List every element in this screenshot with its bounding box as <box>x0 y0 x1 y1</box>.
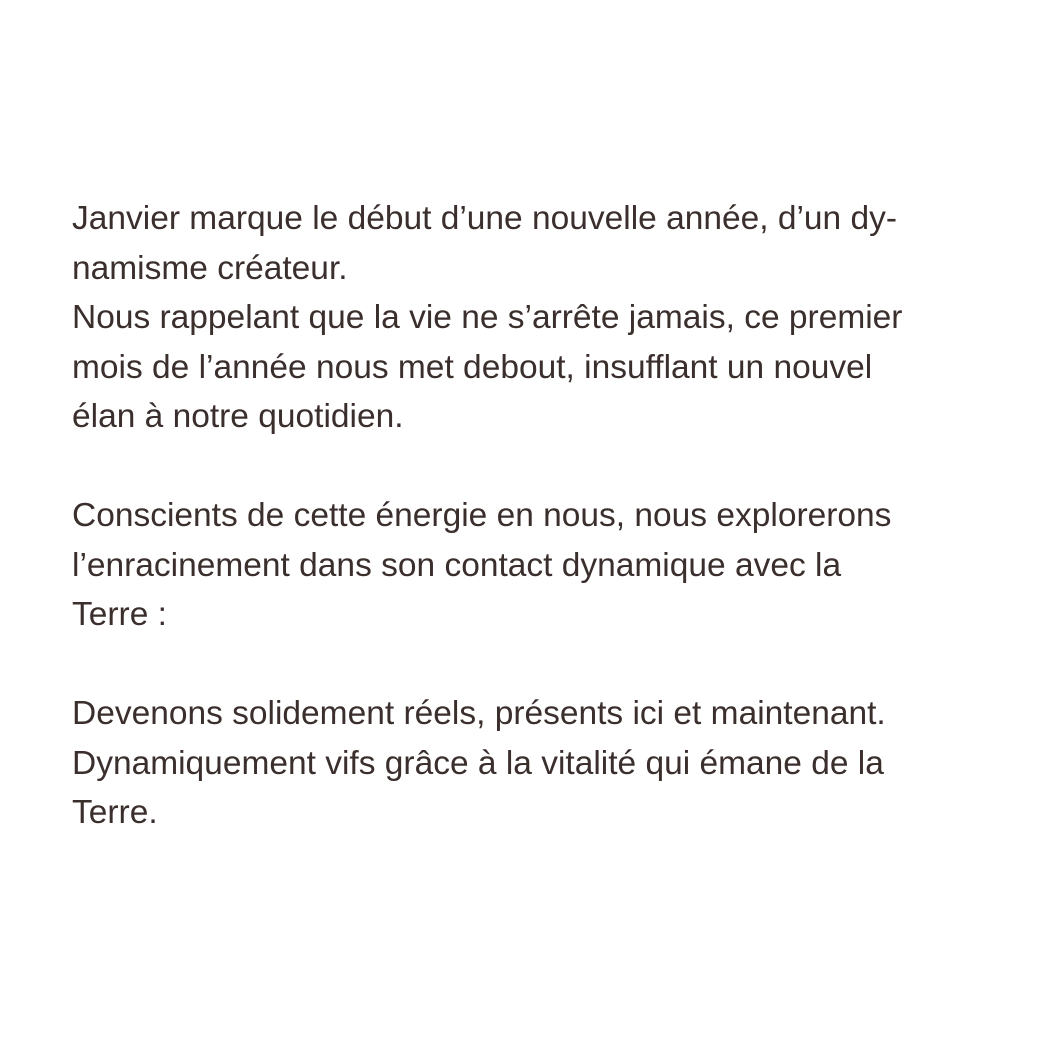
text-line: Devenons solidement réels, présents ici et maintenant. <box>72 695 886 732</box>
text-line: Terre. <box>72 794 158 831</box>
paragraph-intro <box>72 194 1032 442</box>
text-line: Janvier marque le début d’une nouvelle année, d’un dy- <box>72 200 898 237</box>
document-text <box>72 194 1032 838</box>
text-line: élan à notre quotidien. <box>72 398 404 435</box>
text-line: mois de l’année nous met debout, insufflant un nouvel <box>72 348 873 386</box>
text-line: Conscients de cette énergie en nous, nous explorerons <box>72 497 892 534</box>
paragraph-closing <box>72 689 1032 838</box>
paragraph-energy <box>72 491 1032 640</box>
text-line: Nous rappelant que la vie ne s’arrête jamais, ce premier <box>72 299 903 336</box>
text-line: Terre : <box>72 596 167 633</box>
text-line: namisme créateur. <box>72 249 348 287</box>
text-line: l’enracinement dans son contact dynamique avec la <box>72 546 842 584</box>
paragraph-spacer <box>72 442 1032 492</box>
paragraph-spacer <box>72 640 1032 690</box>
text-line: Dynamiquement vifs grâce à la vitalité qui émane de la <box>72 744 884 782</box>
